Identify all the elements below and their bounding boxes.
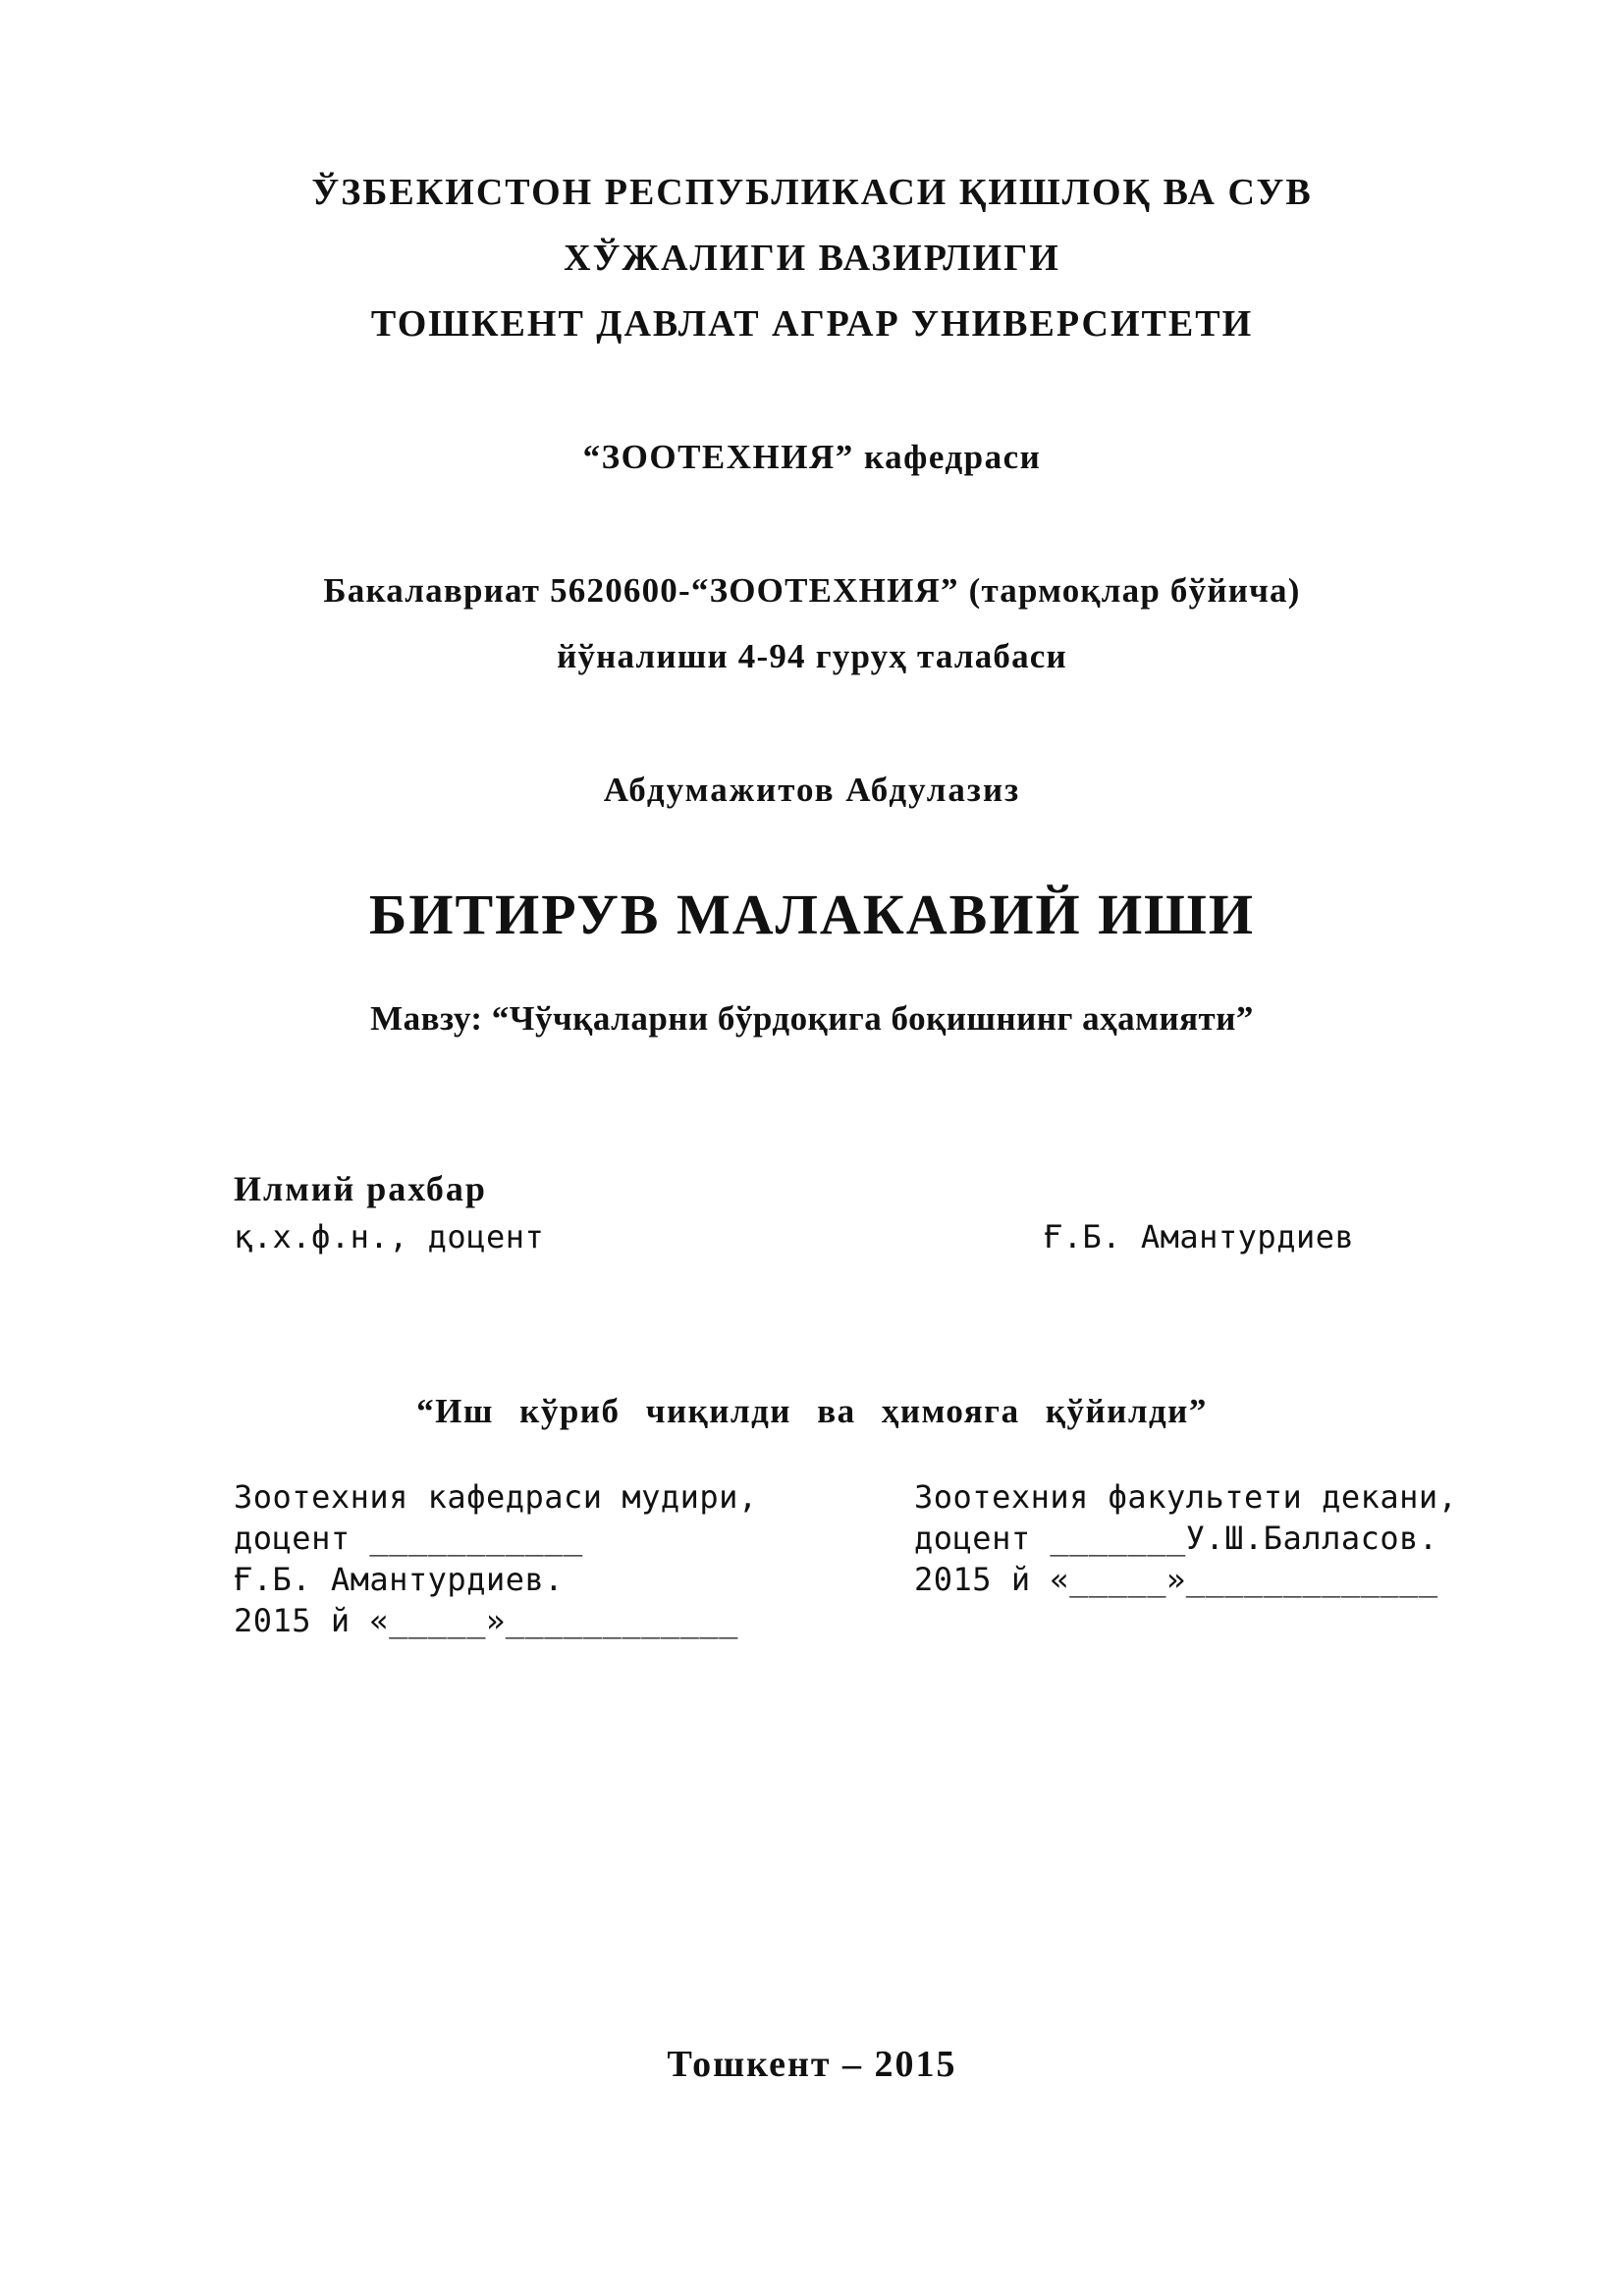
- supervisor-heading: Илмий рахбар: [234, 1169, 487, 1208]
- program-line-1: Бакалавриат 5620600-“ЗООТЕХНИЯ” (тармоқлар бўйича): [323, 571, 1301, 610]
- approval-right-line-3: 2015 й «_____»_____________: [914, 1561, 1438, 1598]
- approval-left-line-2: доцент ___________: [234, 1520, 583, 1557]
- ministry-line-2: ХЎЖАЛИГИ ВАЗИРЛИГИ: [564, 238, 1060, 279]
- approval-right-line-2: доцент _______У.Ш.Балласов.: [914, 1520, 1438, 1557]
- supervisor-name: Ғ.Б. Амантурдиев: [1044, 1218, 1355, 1255]
- approval-left-line-4: 2015 й «_____»____________: [234, 1602, 738, 1639]
- approval-left-line-1: Зоотехния кафедраси мудири,: [234, 1478, 758, 1516]
- approval-right-block: [914, 1476, 1457, 1600]
- work-topic: Мавзу: “Чўчқаларни бўрдоқига боқишнинг аҳамияти”: [370, 999, 1254, 1038]
- approval-left-line-3: Ғ.Б. Амантурдиев.: [234, 1561, 565, 1598]
- city-year: Тошкент – 2015: [667, 2044, 957, 2085]
- university-name: ТОШКЕНТ ДАВЛАТ АГРАР УНИВЕРСИТЕТИ: [370, 303, 1254, 345]
- department-name: “ЗООТЕХНИЯ” кафедраси: [582, 438, 1042, 476]
- student-name: Абдумажитов Абдулазиз: [603, 771, 1021, 809]
- supervisor-degree: қ.х.ф.н., доцент: [234, 1218, 545, 1255]
- ministry-line-1: ЎЗБЕКИСТОН РЕСПУБЛИКАСИ ҚИШЛОҚ ВА СУВ: [311, 172, 1313, 213]
- work-title: БИТИРУВ МАЛАКАВИЙ ИШИ: [368, 882, 1255, 946]
- approval-left-block: [234, 1476, 758, 1641]
- program-line-2: йўналиши 4-94 гуруҳ талабаси: [557, 637, 1067, 675]
- approval-right-line-1: Зоотехния факультети декани,: [914, 1478, 1458, 1516]
- approval-statement: “Иш кўриб чиқилди ва ҳимояга қўйилди”: [416, 1392, 1208, 1430]
